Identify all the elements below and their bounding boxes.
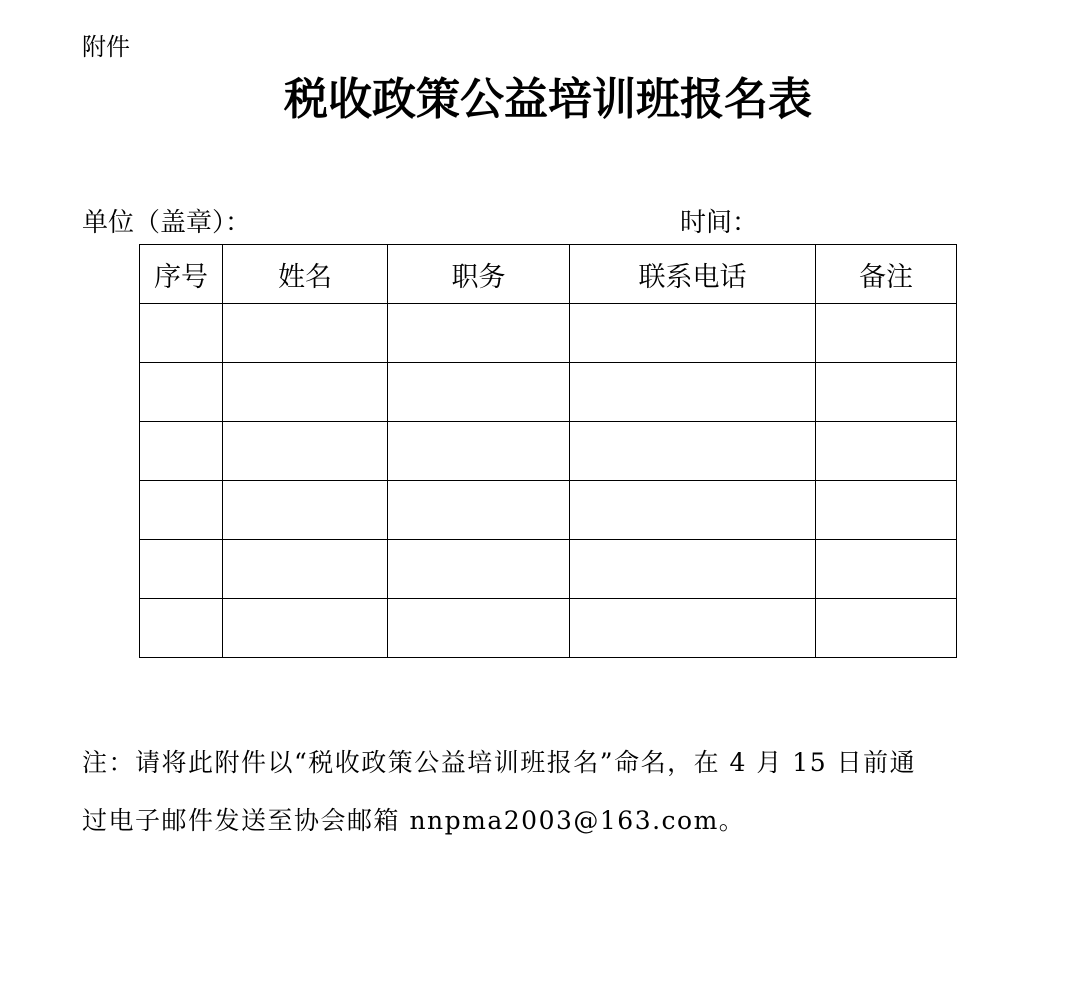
table-cell[interactable] [223,363,388,422]
unit-seal-label: 单位（盖章）： [82,208,252,238]
table-cell[interactable] [223,599,388,658]
table-cell[interactable] [570,363,816,422]
table-body [140,304,957,658]
registration-table [139,244,957,658]
table-cell[interactable] [816,363,957,422]
header-remarks: 备注 [816,245,957,304]
time-label: 时间： [680,208,759,238]
table-cell[interactable] [570,599,816,658]
table-cell[interactable] [816,540,957,599]
table-row [140,540,957,599]
table-cell[interactable] [570,540,816,599]
table-cell[interactable] [223,540,388,599]
page-title: 税收政策公益培训班报名表 [284,74,812,125]
table-cell[interactable] [140,599,223,658]
table-row [140,363,957,422]
table-cell[interactable] [816,481,957,540]
table-cell[interactable] [140,304,223,363]
table-cell[interactable] [388,304,570,363]
table-cell[interactable] [140,540,223,599]
table-cell[interactable] [570,304,816,363]
note [82,734,1012,850]
table-cell[interactable] [140,481,223,540]
table-cell[interactable] [388,422,570,481]
header-position: 职务 [388,245,570,304]
table-cell[interactable] [388,363,570,422]
table-header-row [140,245,957,304]
table-cell[interactable] [388,599,570,658]
table-row [140,304,957,363]
table-cell[interactable] [140,422,223,481]
attachment-label: 附件 [82,33,130,61]
table-cell[interactable] [816,599,957,658]
note-line-2: 过电子邮件发送至协会邮箱 nnpma2003@163.com。 [82,806,746,835]
table-row [140,481,957,540]
table-cell[interactable] [223,304,388,363]
table-cell[interactable] [388,481,570,540]
table-cell[interactable] [816,422,957,481]
table-cell[interactable] [223,422,388,481]
table-cell[interactable] [388,540,570,599]
table-row [140,599,957,658]
table-cell[interactable] [816,304,957,363]
header-name: 姓名 [223,245,388,304]
header-serial-number: 序号 [140,245,223,304]
table-cell[interactable] [570,481,816,540]
header-phone: 联系电话 [570,245,816,304]
note-line-1: 注：请将此附件以“税收政策公益培训班报名”命名，在 4 月 15 日前通 [82,748,917,777]
table-cell[interactable] [223,481,388,540]
table-row [140,422,957,481]
table-cell[interactable] [570,422,816,481]
table-cell[interactable] [140,363,223,422]
